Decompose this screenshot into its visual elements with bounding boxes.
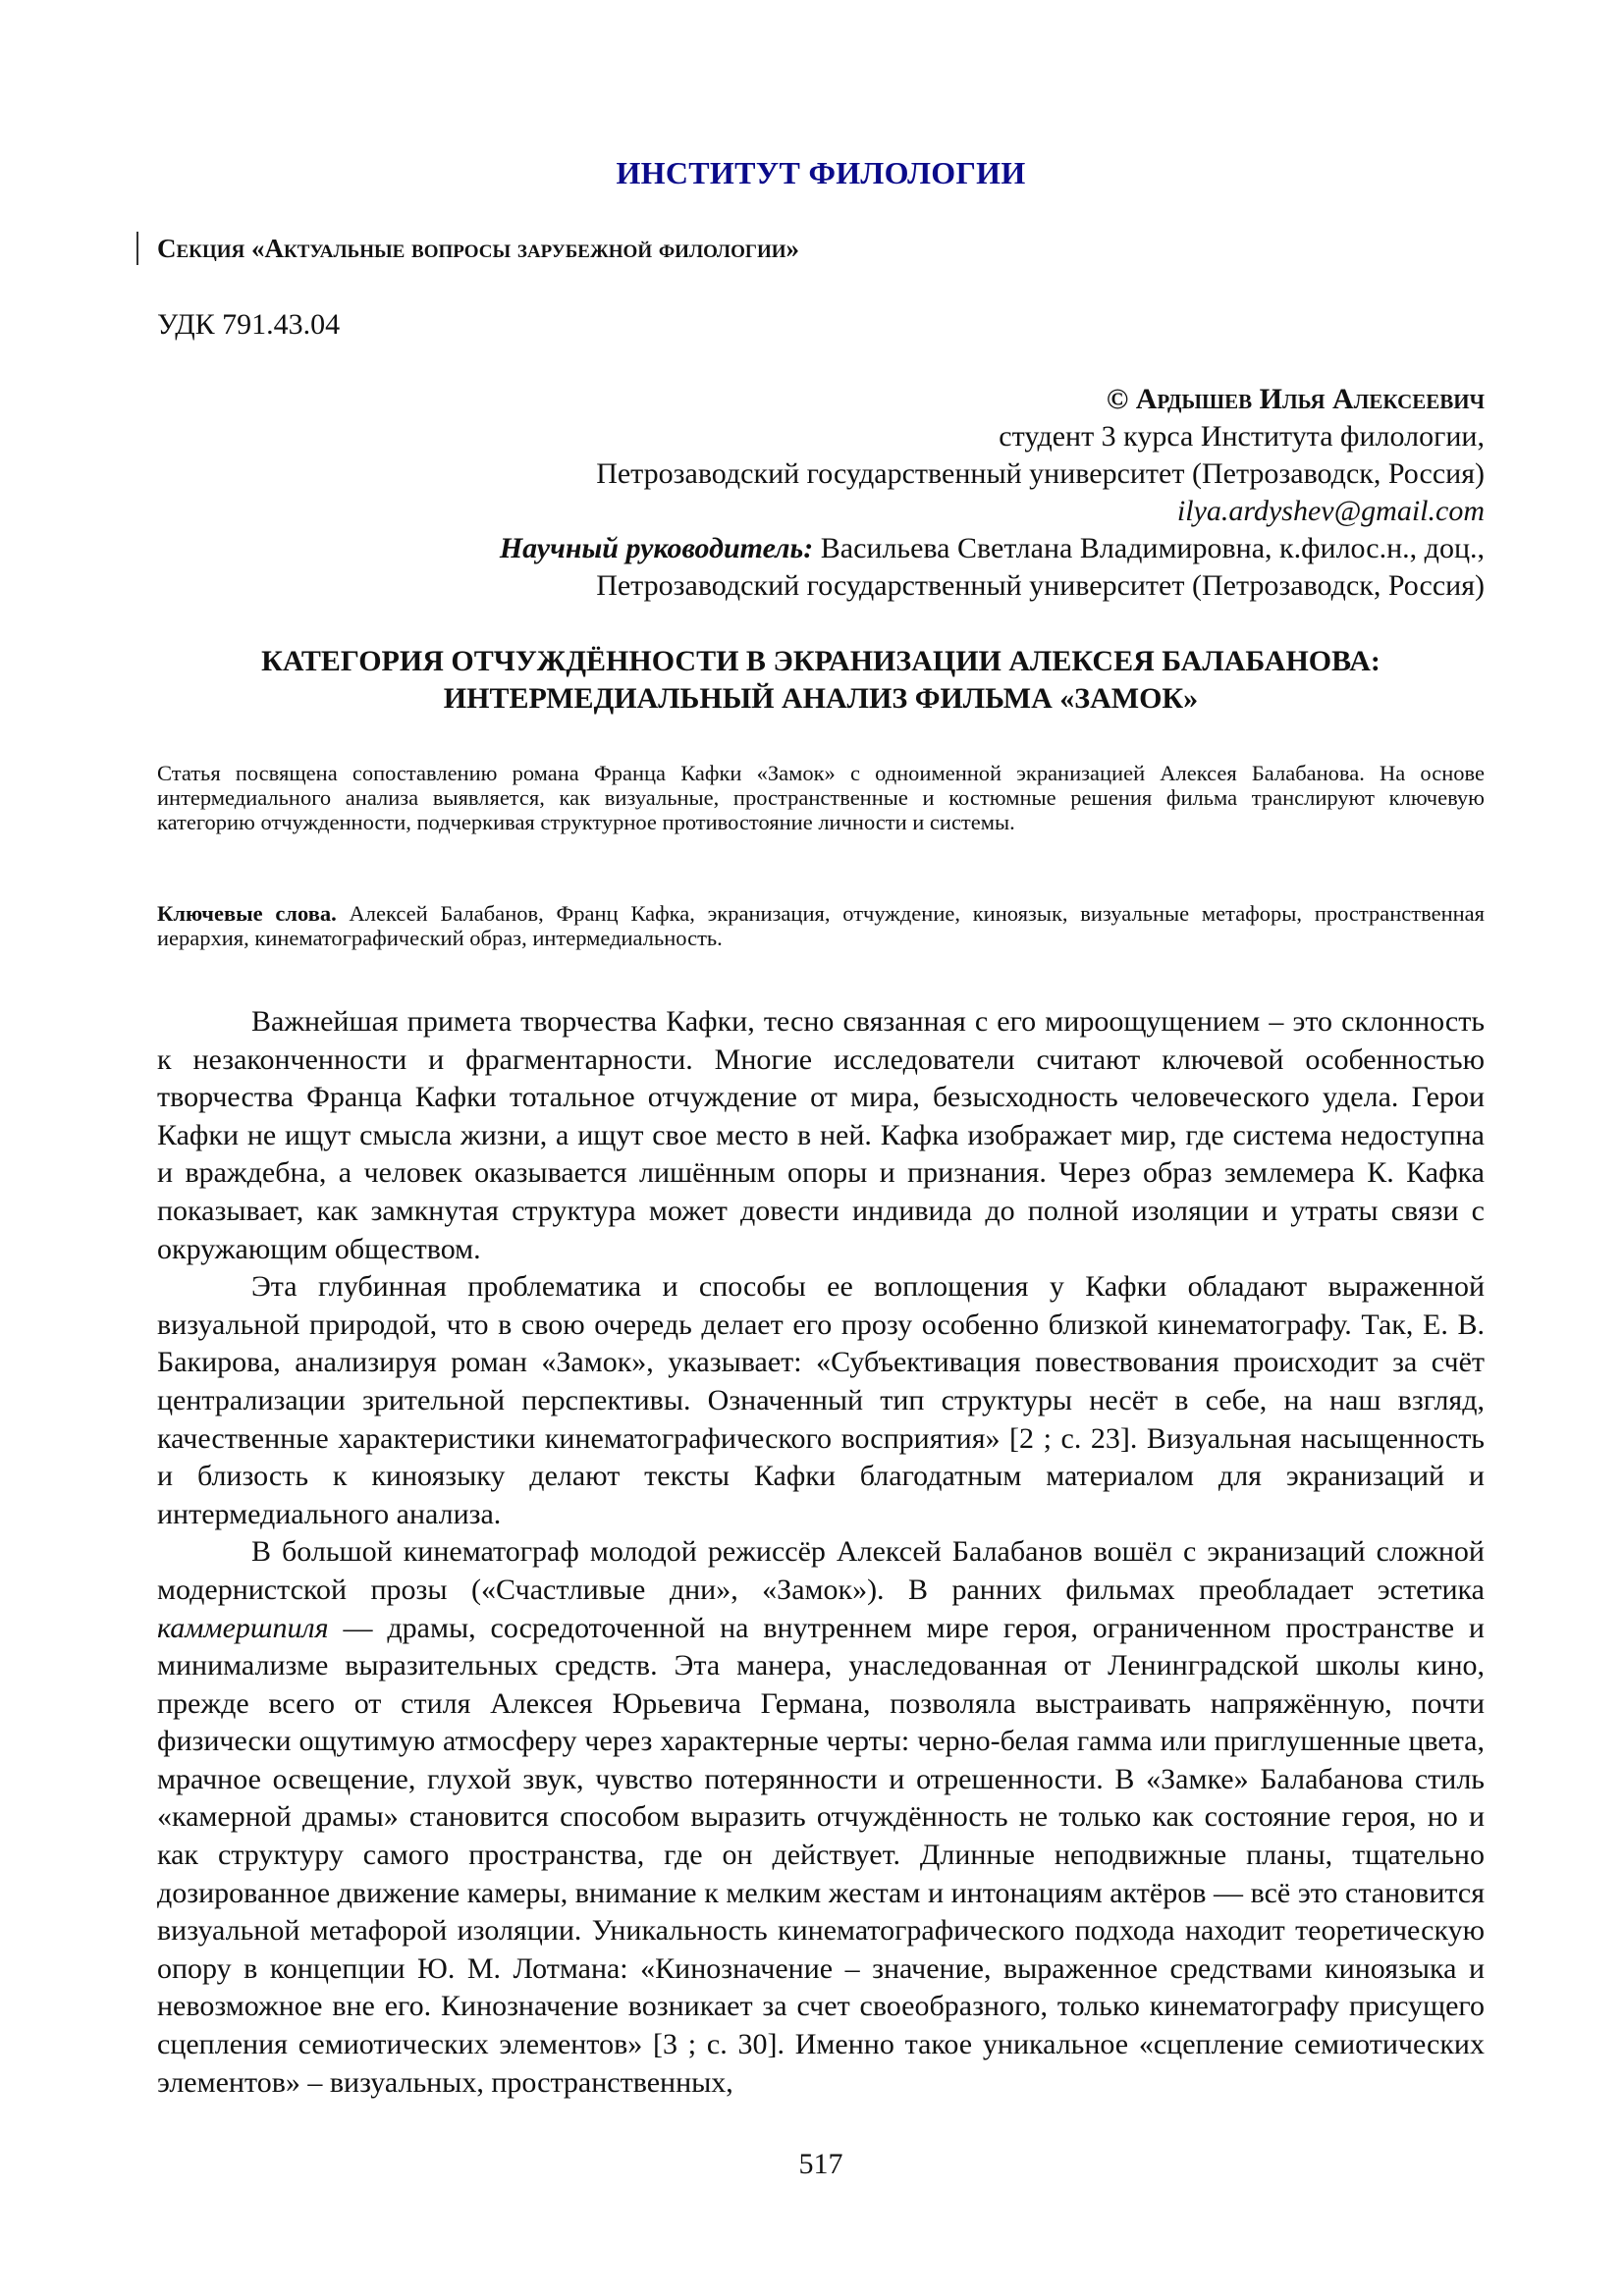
supervisor-affiliation: Петрозаводский государственный университет (Петрозаводск, Россия)	[596, 569, 1485, 602]
article-body	[157, 1003, 1485, 2102]
supervisor-label: Научный руководитель:	[499, 532, 814, 564]
udc-code: УДК 791.43.04	[157, 308, 341, 341]
section-heading	[157, 234, 799, 264]
author-email[interactable]: ilya.ardyshev@gmail.com	[1176, 495, 1485, 527]
abstract: Статья посвящена сопоставлению романа Франца Кафки «Замок» с одноименной экранизацией Алексея Балабанова. На основе интермедиального анализа выявляется, как визуальные, пространственные и костюмные решения фильма транслируют ключевую категорию отчужденности, подчеркивая структурное противостояние личности и системы.	[157, 761, 1485, 834]
section-prefix: Секция	[157, 234, 245, 263]
keywords-label: Ключевые слова.	[157, 901, 337, 926]
author-name: © Ардышев Илья Алексеевич	[1106, 383, 1485, 415]
institute-heading: ИНСТИТУТ ФИЛОЛОГИИ	[616, 155, 1026, 190]
title-line-1: КАТЕГОРИЯ ОТЧУЖДЁННОСТИ В ЭКРАНИЗАЦИИ АЛЕКСЕЯ БАЛАБАНОВА:	[261, 645, 1380, 677]
paragraph: Важнейшая примета творчества Кафки, тесно связанная с его мироощущением – это склонность к незаконченности и фрагментарности. Многие исследователи считают ключевой особенностью творчества Франца Кафки тотальное отчуждение от мира, безысходность человеческого удела. Герои Кафки не ищут смысла жизни, а ищут свое место в ней. Кафка изображает мир, где система недоступна и враждебна, а человек оказывается лишённым опоры и признания. Через образ землемера К. Кафка показывает, как замкнутая структура может довести индивида до полной изоляции и утраты связи с окружающим обществом.	[157, 1005, 1485, 1265]
article-title	[157, 643, 1485, 718]
paragraph-text: — драмы, сосредоточенной на внутреннем мире героя, ограниченном пространстве и минимализме выразительных средств. Эта манера, унаследованная от Ленинградской школы кино, прежде всего от стиля Алексея Юрьевича Германа, позволяла выстраивать напряжённую, почти физически ощутимую атмосферу через характерные черты: черно-белая гамма или приглушенные цвета, мрачное освещение, глухой звук, чувство потерянности и отрешенности. В «Замке» Балабанова стиль «камерной драмы» становится способом выразить отчуждённость не только как состояние героя, но и как структуру самого пространства, где он действует. Длинные неподвижные планы, тщательно дозированное движение камеры, внимание к мелким жестам и интонациям актёров — всё это становится визуальной метафорой изоляции. Уникальность кинематографического подхода находит теоретическую опору в концепции Ю. М. Лотмана: «Кинозначение – значение, выраженное средствами киноязыка и невозможное вне его. Кинозначение возникает за счет своеобразного, только кинематографу присущего сцепления семиотических элементов» [3 ; с. 30]. Именно такое уникальное «сцепление семиотических элементов» – визуальных, пространственных,	[157, 1611, 1485, 2099]
page-number: 517	[798, 2148, 843, 2180]
supervisor-name: Васильева Светлана Владимировна, к.филос.н., доц.,	[813, 532, 1485, 564]
keywords-list: Алексей Балабанов, Франц Кафка, экранизация, отчуждение, киноязык, визуальные метафоры, пространственная иерархия, кинематографический образ, интермедиальность.	[157, 901, 1486, 950]
supervisor-line	[157, 530, 1485, 567]
paragraph: Эта глубинная проблематика и способы ее воплощения у Кафки обладают выраженной визуальной природой, что в свою очередь делает его прозу особенно близкой кинематографу. Так, Е. В. Бакирова, анализируя роман «Замок», указывает: «Субъективация повествования происходит за счёт централизации зрительной перспективы. Означенный тип структуры несёт в себе, на наш взгляд, качественные характеристики кинематографического восприятия» [2 ; с. 23]. Визуальная насыщенность и близость к киноязыку делают тексты Кафки благодатным материалом для экранизаций и интермедиального анализа.	[157, 1270, 1485, 1530]
section-name: «Актуальные вопросы зарубежной филологии»	[250, 234, 800, 263]
author-block	[157, 381, 1485, 605]
paragraph	[157, 1533, 1485, 2102]
author-position: студент 3 курса Института филологии,	[999, 420, 1485, 453]
section-margin-bar	[136, 232, 138, 265]
paragraph-text: В большой кинематограф молодой режиссёр Алексей Балабанов вошёл с экранизаций сложной модернистской прозы («Счастливые дни», «Замок»). В ранних фильмах преобладает эстетика	[157, 1535, 1485, 1606]
title-line-2: ИНТЕРМЕДИАЛЬНЫЙ АНАЛИЗ ФИЛЬМА «ЗАМОК»	[443, 682, 1199, 715]
term-kammerspiel: каммершпиля	[157, 1611, 329, 1644]
keywords	[157, 901, 1485, 950]
author-affiliation: Петрозаводский государственный университет (Петрозаводск, Россия)	[596, 457, 1485, 490]
